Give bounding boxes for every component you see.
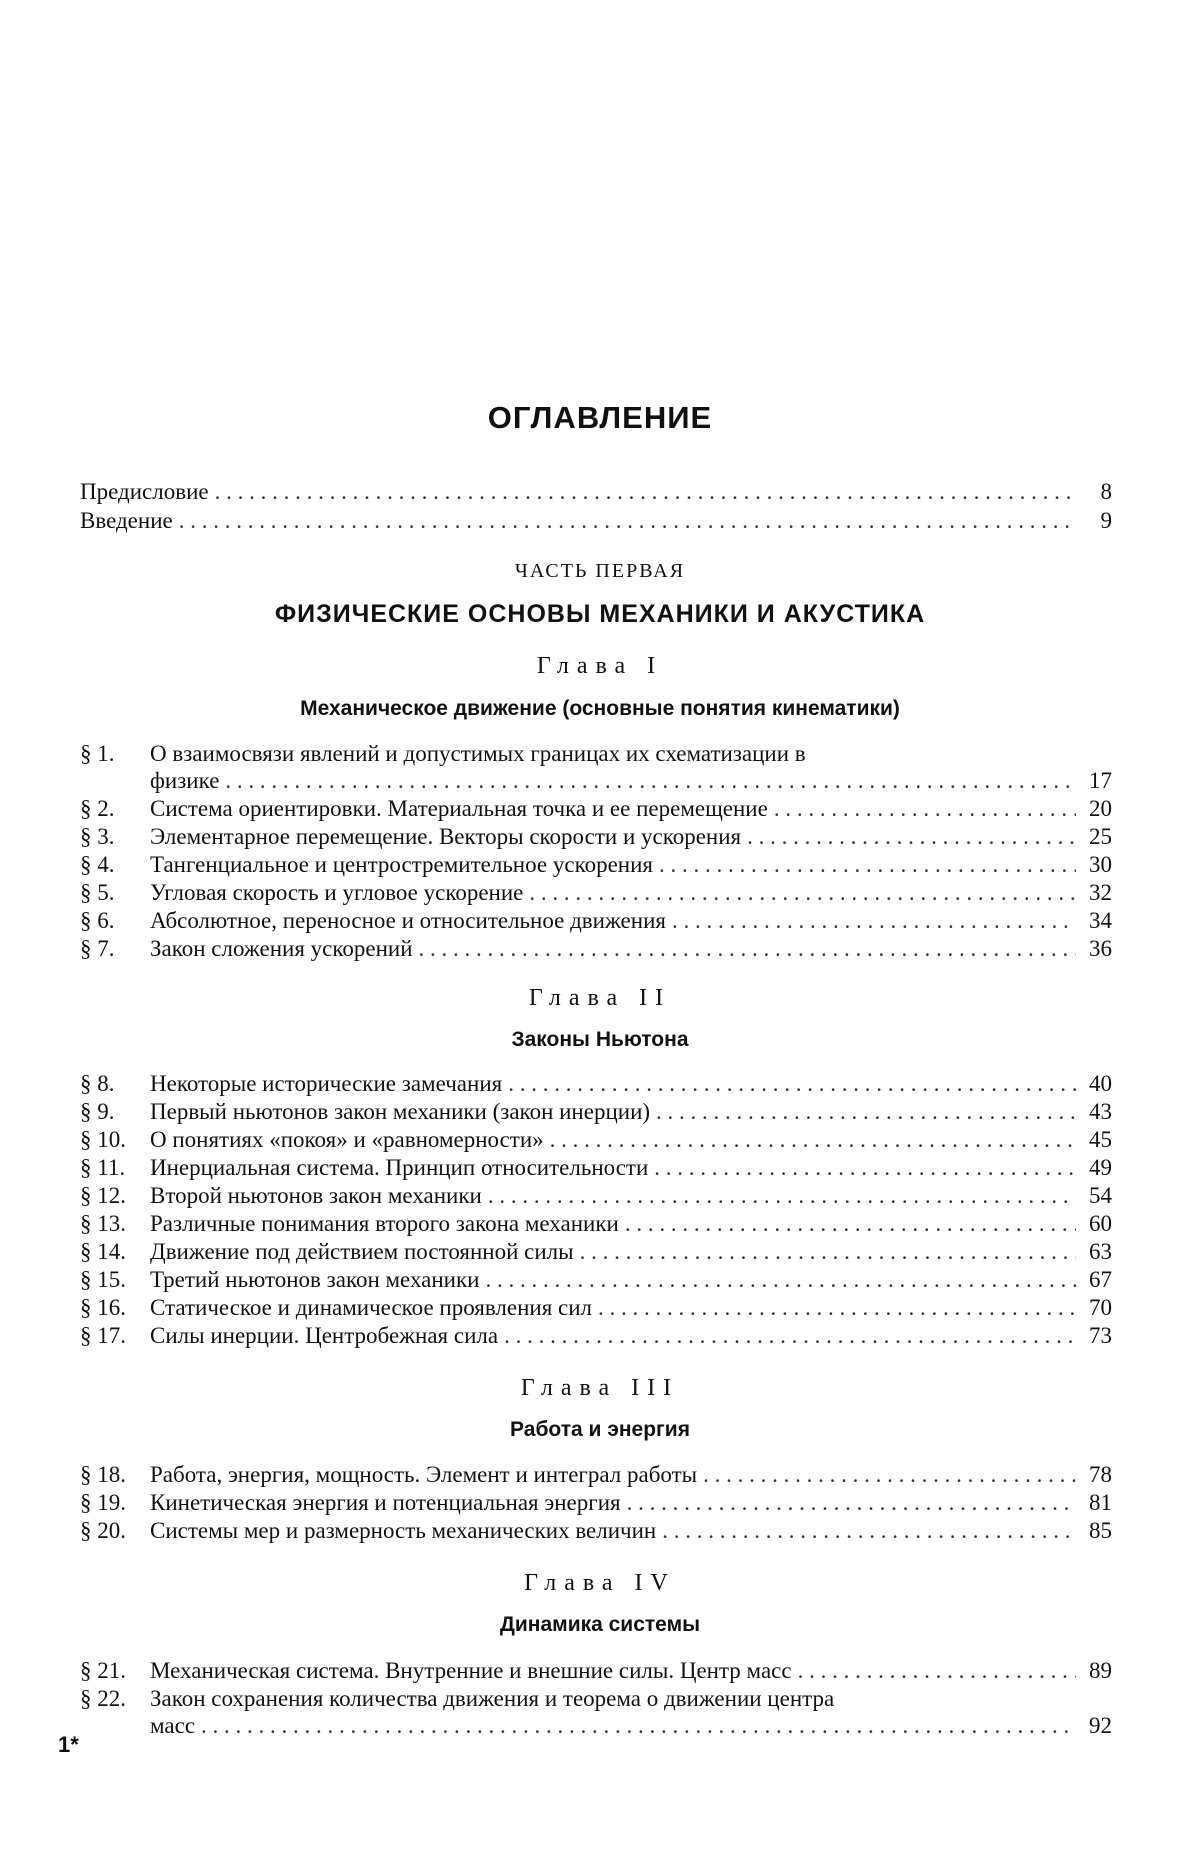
entry-text: Элементарное перемещение. Векторы скорости и ускорения	[150, 824, 742, 849]
chapter-label: Глава III	[520, 1375, 680, 1401]
section-number: § 22.	[80, 1686, 126, 1711]
entry-page: 81	[1089, 1490, 1112, 1515]
chapter-title: Механическое движение (основные понятия кинематики)	[300, 697, 900, 720]
entry-text: О понятиях «покоя» и «равномерности»	[150, 1127, 544, 1152]
section-number: § 5.	[80, 880, 115, 905]
toc-entry	[80, 740, 1112, 768]
dot-leader	[703, 1461, 1076, 1489]
section-number: § 14.	[80, 1239, 126, 1264]
dot-leader	[179, 507, 1076, 535]
toc-entry	[80, 795, 1112, 823]
entry-page: 43	[1089, 1099, 1112, 1124]
part-title: ФИЗИЧЕСКИЕ ОСНОВЫ МЕХАНИКИ И АКУСТИКА	[274, 600, 926, 628]
dot-leader	[508, 1070, 1076, 1098]
entry-text: Системы мер и размерность механических величин	[150, 1518, 657, 1543]
dot-leader	[798, 1657, 1076, 1685]
toc-entry	[80, 1685, 1112, 1713]
toc-entry	[80, 1489, 1112, 1517]
entry-page: 92	[1089, 1713, 1112, 1738]
entry-page: 67	[1089, 1267, 1112, 1292]
entry-page: 9	[1100, 508, 1112, 533]
section-number: § 9.	[80, 1099, 115, 1124]
entry-page: 73	[1089, 1323, 1112, 1348]
dot-leader	[225, 767, 1076, 795]
toc-entry	[80, 1322, 1112, 1350]
section-number: § 16.	[80, 1295, 126, 1320]
entry-text: Третий ньютонов закон механики	[150, 1267, 480, 1292]
entry-text-cont: физике	[150, 768, 220, 793]
section-number: § 8.	[80, 1071, 115, 1096]
signature-mark: 1*	[58, 1732, 79, 1757]
toc-title: ОГЛАВЛЕНИЕ	[487, 400, 713, 435]
entry-text: Статическое и динамическое проявления сил	[150, 1295, 593, 1320]
entry-page: 54	[1089, 1183, 1112, 1208]
entry-page: 20	[1089, 796, 1112, 821]
entry-page: 25	[1089, 824, 1112, 849]
toc-entry	[80, 879, 1112, 907]
dot-leader	[747, 823, 1076, 851]
section-number: § 20.	[80, 1518, 126, 1543]
toc-entry	[80, 1657, 1112, 1685]
entry-page: 40	[1089, 1071, 1112, 1096]
entry-page: 89	[1089, 1658, 1112, 1683]
entry-text-cont: масс	[150, 1713, 196, 1738]
entry-page: 49	[1089, 1155, 1112, 1180]
entry-text: Различные понимания второго закона механики	[150, 1211, 619, 1236]
chapter-title: Работа и энергия	[510, 1418, 690, 1441]
section-number: § 6.	[80, 908, 115, 933]
entry-text: Закон сохранения количества движения и теорема о движении центра	[150, 1686, 835, 1711]
entry-text: Первый ньютонов закон механики (закон инерции)	[150, 1099, 651, 1124]
toc-entry	[80, 1517, 1112, 1545]
entry-text: Движение под действием постоянной силы	[150, 1239, 574, 1264]
dot-leader	[504, 1322, 1076, 1350]
entry-text: Механическая система. Внутренние и внешние силы. Центр масс	[150, 1658, 792, 1683]
entry-page: 63	[1089, 1239, 1112, 1264]
entry-page: 36	[1089, 936, 1112, 961]
entry-page: 78	[1089, 1462, 1112, 1487]
toc-entry	[80, 1098, 1112, 1126]
toc-entry	[80, 1210, 1112, 1238]
dot-leader	[201, 1712, 1076, 1740]
entry-text: Некоторые исторические замечания	[150, 1071, 503, 1096]
section-number: § 1.	[80, 741, 115, 766]
section-number: § 3.	[80, 824, 115, 849]
dot-leader	[529, 879, 1076, 907]
entry-page: 70	[1089, 1295, 1112, 1320]
section-number: § 15.	[80, 1267, 126, 1292]
entry-text: Силы инерции. Центробежная сила	[150, 1323, 499, 1348]
section-number: § 4.	[80, 852, 115, 877]
entry-text: Работа, энергия, мощность. Элемент и интеграл работы	[150, 1462, 698, 1487]
toc-entry	[80, 1238, 1112, 1266]
section-number: § 12.	[80, 1183, 126, 1208]
section-number: § 17.	[80, 1323, 126, 1348]
dot-leader	[550, 1126, 1076, 1154]
entry-page: 8	[1100, 479, 1112, 504]
entry-text: Предисловие	[80, 479, 209, 504]
section-number: § 11.	[80, 1155, 126, 1180]
entry-text: О взаимосвязи явлений и допустимых границах их схематизации в	[150, 741, 806, 766]
toc-entry	[80, 1154, 1112, 1182]
section-number: § 10.	[80, 1127, 126, 1152]
toc-entry	[80, 851, 1112, 879]
section-number: § 18.	[80, 1462, 126, 1487]
dot-leader	[654, 1154, 1076, 1182]
dot-leader	[656, 1098, 1076, 1126]
entry-page: 32	[1089, 880, 1112, 905]
dot-leader	[627, 1489, 1076, 1517]
toc-entry	[80, 1461, 1112, 1489]
chapter-label: Глава II	[528, 985, 672, 1011]
dot-leader	[488, 1182, 1076, 1210]
entry-text: Абсолютное, переносное и относительное движения	[150, 908, 666, 933]
toc-entry	[80, 1070, 1112, 1098]
part-label: ЧАСТЬ ПЕРВАЯ	[514, 560, 686, 582]
toc-entry	[80, 1182, 1112, 1210]
entry-page: 34	[1089, 908, 1112, 933]
section-number: § 7.	[80, 936, 115, 961]
dot-leader	[485, 1266, 1076, 1294]
chapter-label: Глава I	[536, 653, 664, 679]
toc-entry-introduction	[80, 507, 1112, 535]
toc-entry	[80, 823, 1112, 851]
entry-page: 45	[1089, 1127, 1112, 1152]
section-number: § 2.	[80, 796, 115, 821]
toc-entry	[80, 1294, 1112, 1322]
section-number: § 21.	[80, 1658, 126, 1683]
entry-text: Система ориентировки. Материальная точка и ее перемещение	[150, 796, 768, 821]
entry-text: Инерциальная система. Принцип относительности	[150, 1155, 649, 1180]
toc-entry	[80, 1266, 1112, 1294]
toc-entry-continuation	[80, 767, 1112, 795]
toc-entry-continuation	[80, 1712, 1112, 1740]
entry-page: 30	[1089, 852, 1112, 877]
entry-text: Кинетическая энергия и потенциальная энергия	[150, 1490, 621, 1515]
dot-leader	[580, 1238, 1076, 1266]
dot-leader	[625, 1210, 1076, 1238]
toc-entry-preface	[80, 478, 1112, 506]
entry-text: Угловая скорость и угловое ускорение	[150, 880, 524, 905]
entry-text: Введение	[80, 508, 173, 533]
chapter-title: Законы Ньютона	[511, 1028, 689, 1051]
entry-text: Тангенциальное и центростремительное ускорения	[150, 852, 653, 877]
dot-leader	[662, 1517, 1076, 1545]
section-number: § 19.	[80, 1490, 126, 1515]
entry-page: 85	[1089, 1518, 1112, 1543]
entry-text: Закон сложения ускорений	[150, 936, 413, 961]
dot-leader	[774, 795, 1076, 823]
entry-page: 17	[1089, 768, 1112, 793]
toc-entry	[80, 1126, 1112, 1154]
section-number: § 13.	[80, 1211, 126, 1236]
toc-entry	[80, 935, 1112, 963]
chapter-title: Динамика системы	[499, 1613, 701, 1636]
dot-leader	[215, 478, 1076, 506]
dot-leader	[672, 907, 1076, 935]
entry-page: 60	[1089, 1211, 1112, 1236]
toc-entry	[80, 907, 1112, 935]
entry-text: Второй ньютонов закон механики	[150, 1183, 482, 1208]
dot-leader	[598, 1294, 1076, 1322]
dot-leader	[659, 851, 1076, 879]
dot-leader	[419, 935, 1076, 963]
chapter-label: Глава IV	[524, 1570, 676, 1596]
